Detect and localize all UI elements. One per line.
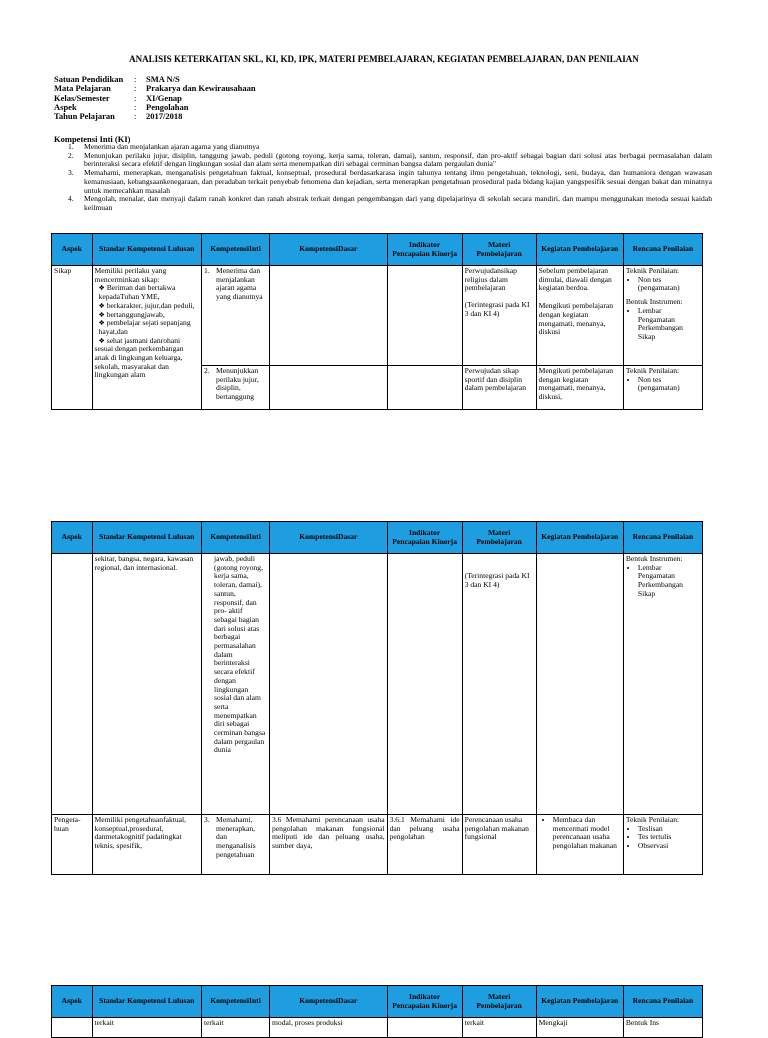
cell-aspek: Pengeta-huan [52, 815, 93, 875]
cell-materi: (Terintegrasi pada KI 3 dan KI 4) [462, 554, 536, 815]
header-ipk: Indikator Pencapaian Kinerja [387, 522, 462, 554]
analysis-table-2 [51, 521, 703, 875]
header-kd: KompetensiDasar [269, 234, 387, 266]
meta-row: Satuan Pendidikan : SMA N/S [54, 74, 180, 84]
cell-penilaian: Bentuk Ins [623, 1018, 702, 1038]
cell-kd [269, 366, 387, 410]
cell-skl: Memiliki perilaku yang mencerminkan sikap: ❖ Beriman dan bertakwa kepadaTuhan YME, ❖ berkarakter, jujur,dan peduli, ❖ bertanggungjawab, ❖ pembelajar sejati sepanjang hayat,dan ❖ sehat jasmani danrohani sesuai dengan perkembangan anak di lingkungan keluarga, sekolah, masyarakat dan lingkungan alam [92, 266, 202, 410]
cell-penilaian: Bentuk Instrumen: • Lembar Pengamatan Perkembangan Sikap [623, 554, 702, 815]
cell-skl: terkait [92, 1018, 202, 1038]
meta-value: 2017/2018 [146, 111, 183, 122]
cell-ipk [387, 266, 462, 366]
cell-skl: sekitar, bangsa, negara, kawasan regional, dan internasional. [92, 554, 202, 815]
header-ki: KompetensiInti [202, 234, 270, 266]
header-kd: KompetensiDasar [269, 986, 387, 1018]
cell-ki: terkait [202, 1018, 270, 1038]
header-ipk: Indikator Pencapaian Kinerja [387, 986, 462, 1018]
document-title: ANALISIS KETERKAITAN SKL, KI, KD, IPK, MATERI PEMBELAJARAN, KEGIATAN PEMBELAJARAN, DAN PENILAIAN [129, 54, 639, 64]
cell-ki: 3. Memahami, menerapkan, dan menganalisis pengetahuan [202, 815, 270, 875]
identity-block [54, 75, 256, 121]
header-kegiatan: Kegiatan Pembelajaran [536, 522, 623, 554]
header-ipk: Indikator Pencapaian Kinerja [387, 234, 462, 266]
cell-kd: modal, proses produksi [269, 1018, 387, 1038]
cell-materi: Perencanaan usaha pengolahan makanan fungsional [462, 815, 536, 875]
header-ki: KompetensiInti [202, 522, 270, 554]
header-penilaian: Rencana Penilaian [623, 522, 702, 554]
cell-materi: Perwujudan sikap sportif dan disiplin dalam pembelajaran [462, 366, 536, 410]
cell-ipk [387, 366, 462, 410]
cell-kegiatan: • Membaca dan mencermati model perencanaan usaha pengolahan makanan [536, 815, 623, 875]
cell-penilaian: Teknik Penilaian: • Teslisan • Tes tertulis • Observasi [623, 815, 702, 875]
cell-kegiatan [536, 554, 623, 815]
analysis-table-1 [51, 233, 703, 410]
header-ki: KompetensiInti [202, 986, 270, 1018]
analysis-table-3 [51, 985, 703, 1038]
table-header-row [52, 522, 703, 554]
ki-item: 3. Memahami, menerapkan, menganalisis pengetahuan faktual, konseptual, prosedural berdasarkarasa ingin tahunya tentang ilmu pengetahuan, teknologi, seni, budaya, dan humaniora dengan wawasan kemanusiaan, kebangsaankenegaraan, dan peradaban terkait penyebab fenomena dan kejadian, serta menerapkan pengetahuan prosedural pada bidang kajian yangspesifik sesuai dengan bakat dan minatnya untuk memecahkan masalah [68, 168, 712, 195]
header-aspek: Aspek [52, 986, 93, 1018]
header-materi: Materi Pembelajaran [462, 234, 536, 266]
ki-item: 1. Menerima dan menjalankan ajaran agama yang dianutnya [68, 142, 260, 151]
header-materi: Materi Pembelajaran [462, 986, 536, 1018]
cell-kegiatan: Mengikuti pembelajaran dengan kegiatan mengamati, menanya, diskusi, [536, 366, 623, 410]
header-kegiatan: Kegiatan Pembelajaran [536, 234, 623, 266]
cell-kd: 3.6 Memahami perencanaan usaha pengolahan makanan fungsional meliputi ide dan peluang usaha, sumber daya, [269, 815, 387, 875]
cell-aspek: Sikap [52, 266, 93, 410]
table-row [52, 1018, 703, 1038]
cell-kegiatan: Sebelum pembelajaran dimulai, diawali dengan kegiatan berdoa. Mengikuti pembelajaran dengan kegiatan mengamati, menanya, diskusi [536, 266, 623, 366]
header-skl: Standar Kompetensi Lulusan [92, 986, 202, 1018]
meta-row: Tahun Pelajaran : 2017/2018 [54, 111, 183, 122]
cell-materi: Perwujudansikap religius dalam pembelajaran (Terintegrasi pada KI 3 dan KI 4) [462, 266, 536, 366]
cell-ki: 2. Menunjukkan perilaku jujur, disiplin, bertanggung [202, 366, 270, 410]
meta-key: Satuan Pendidikan [54, 74, 124, 84]
header-kd: KompetensiDasar [269, 522, 387, 554]
meta-key: Tahun Pelajaran [54, 111, 115, 122]
header-skl: Standar Kompetensi Lulusan [92, 522, 202, 554]
cell-aspek [52, 1018, 93, 1038]
meta-value: XI/Genap [146, 92, 182, 103]
header-penilaian: Rencana Penilaian [623, 234, 702, 266]
table-row [52, 554, 703, 815]
table-header-row [52, 986, 703, 1018]
cell-materi: terkait [462, 1018, 536, 1038]
header-aspek: Aspek [52, 234, 93, 266]
meta-value: Pengolahan [146, 101, 189, 112]
table-header-row [52, 234, 703, 266]
cell-kegiatan: Mengkaji [536, 1018, 623, 1038]
ki-item: 4. Mengolah, menalar, dan menyaji dalam ranah konkret dan ranah abstrak terkait dengan pengembangan dari yang dipelajarinya di sekolah secara mandiri, dan mampu menggunakan metoda sesuai kaidah keilmuan [68, 194, 712, 212]
cell-penilaian: Teknik Penilaian: • Non tes (pengamatan) Bentuk Instrumen: • Lembar Pengamatan Perkembangan Sikap [623, 266, 702, 366]
cell-kd [269, 266, 387, 366]
table-row [52, 815, 703, 875]
meta-key: Aspek [54, 101, 77, 112]
meta-key: Kelas/Semester [54, 92, 110, 103]
meta-row: Kelas/Semester : XI/Genap [54, 92, 182, 103]
cell-ki: jawab, peduli (gotong royong, kerja sama, toleran, damai), santun, responsif, dan pro- aktif sebagai bagian dari solusi atas berbagai permasalahan dalam berinteraksi secara efektif dengan lingkungan sosial dan alam serta menempatkan diri sebagai cerminan bangsa dalam pergaulan dunia [202, 554, 270, 815]
cell-skl: Memiliki pengetahuanfaktual, konseptual,prosedural, danmetakognitif padatingkat teknis, spesifik, [92, 815, 202, 875]
cell-penilaian: Teknik Penilaian: • Non tes (pengamatan) [623, 366, 702, 410]
cell-ipk [387, 554, 462, 815]
ki-heading: Kompetensi Inti (KI) [54, 134, 131, 144]
header-materi: Materi Pembelajaran [462, 522, 536, 554]
cell-ipk: 3.6.1 Memahami ide dan peluang usaha pengolahan [387, 815, 462, 875]
header-penilaian: Rencana Penilaian [623, 986, 702, 1018]
meta-value: Prakarya dan Kewirausahaan [146, 83, 256, 94]
table-row [52, 266, 703, 366]
meta-key: Mata Pelajaran [54, 83, 111, 94]
meta-row: Mata Pelajaran : Prakarya dan Kewirausahaan [54, 83, 256, 94]
meta-value: SMA N/S [146, 74, 180, 84]
header-kegiatan: Kegiatan Pembelajaran [536, 986, 623, 1018]
ki-item: 2. Menunjukan perilaku jujur, disiplin, tanggung jawab, peduli (gotong royong, kerja sama, toleran, damai), santun, responsif, dan pro-aktif sebagai bagian dari solusi atas berbagai permasalahan dalam berinteraksi secara efektif dengan lingkungan sosial dan alam serta menempatkan diri sebagai cerminan bangsa dalam pergaulan dunia" [68, 150, 712, 169]
header-skl: Standar Kompetensi Lulusan [92, 234, 202, 266]
cell-ipk [387, 1018, 462, 1038]
cell-ki: 1. Menerima dan menjalankan ajaran agama yang dianutnya [202, 266, 270, 366]
ki-list [54, 143, 712, 213]
header-aspek: Aspek [52, 522, 93, 554]
cell-aspek [52, 554, 93, 815]
meta-row: Aspek : Pengolahan [54, 101, 189, 112]
cell-kd [269, 554, 387, 815]
